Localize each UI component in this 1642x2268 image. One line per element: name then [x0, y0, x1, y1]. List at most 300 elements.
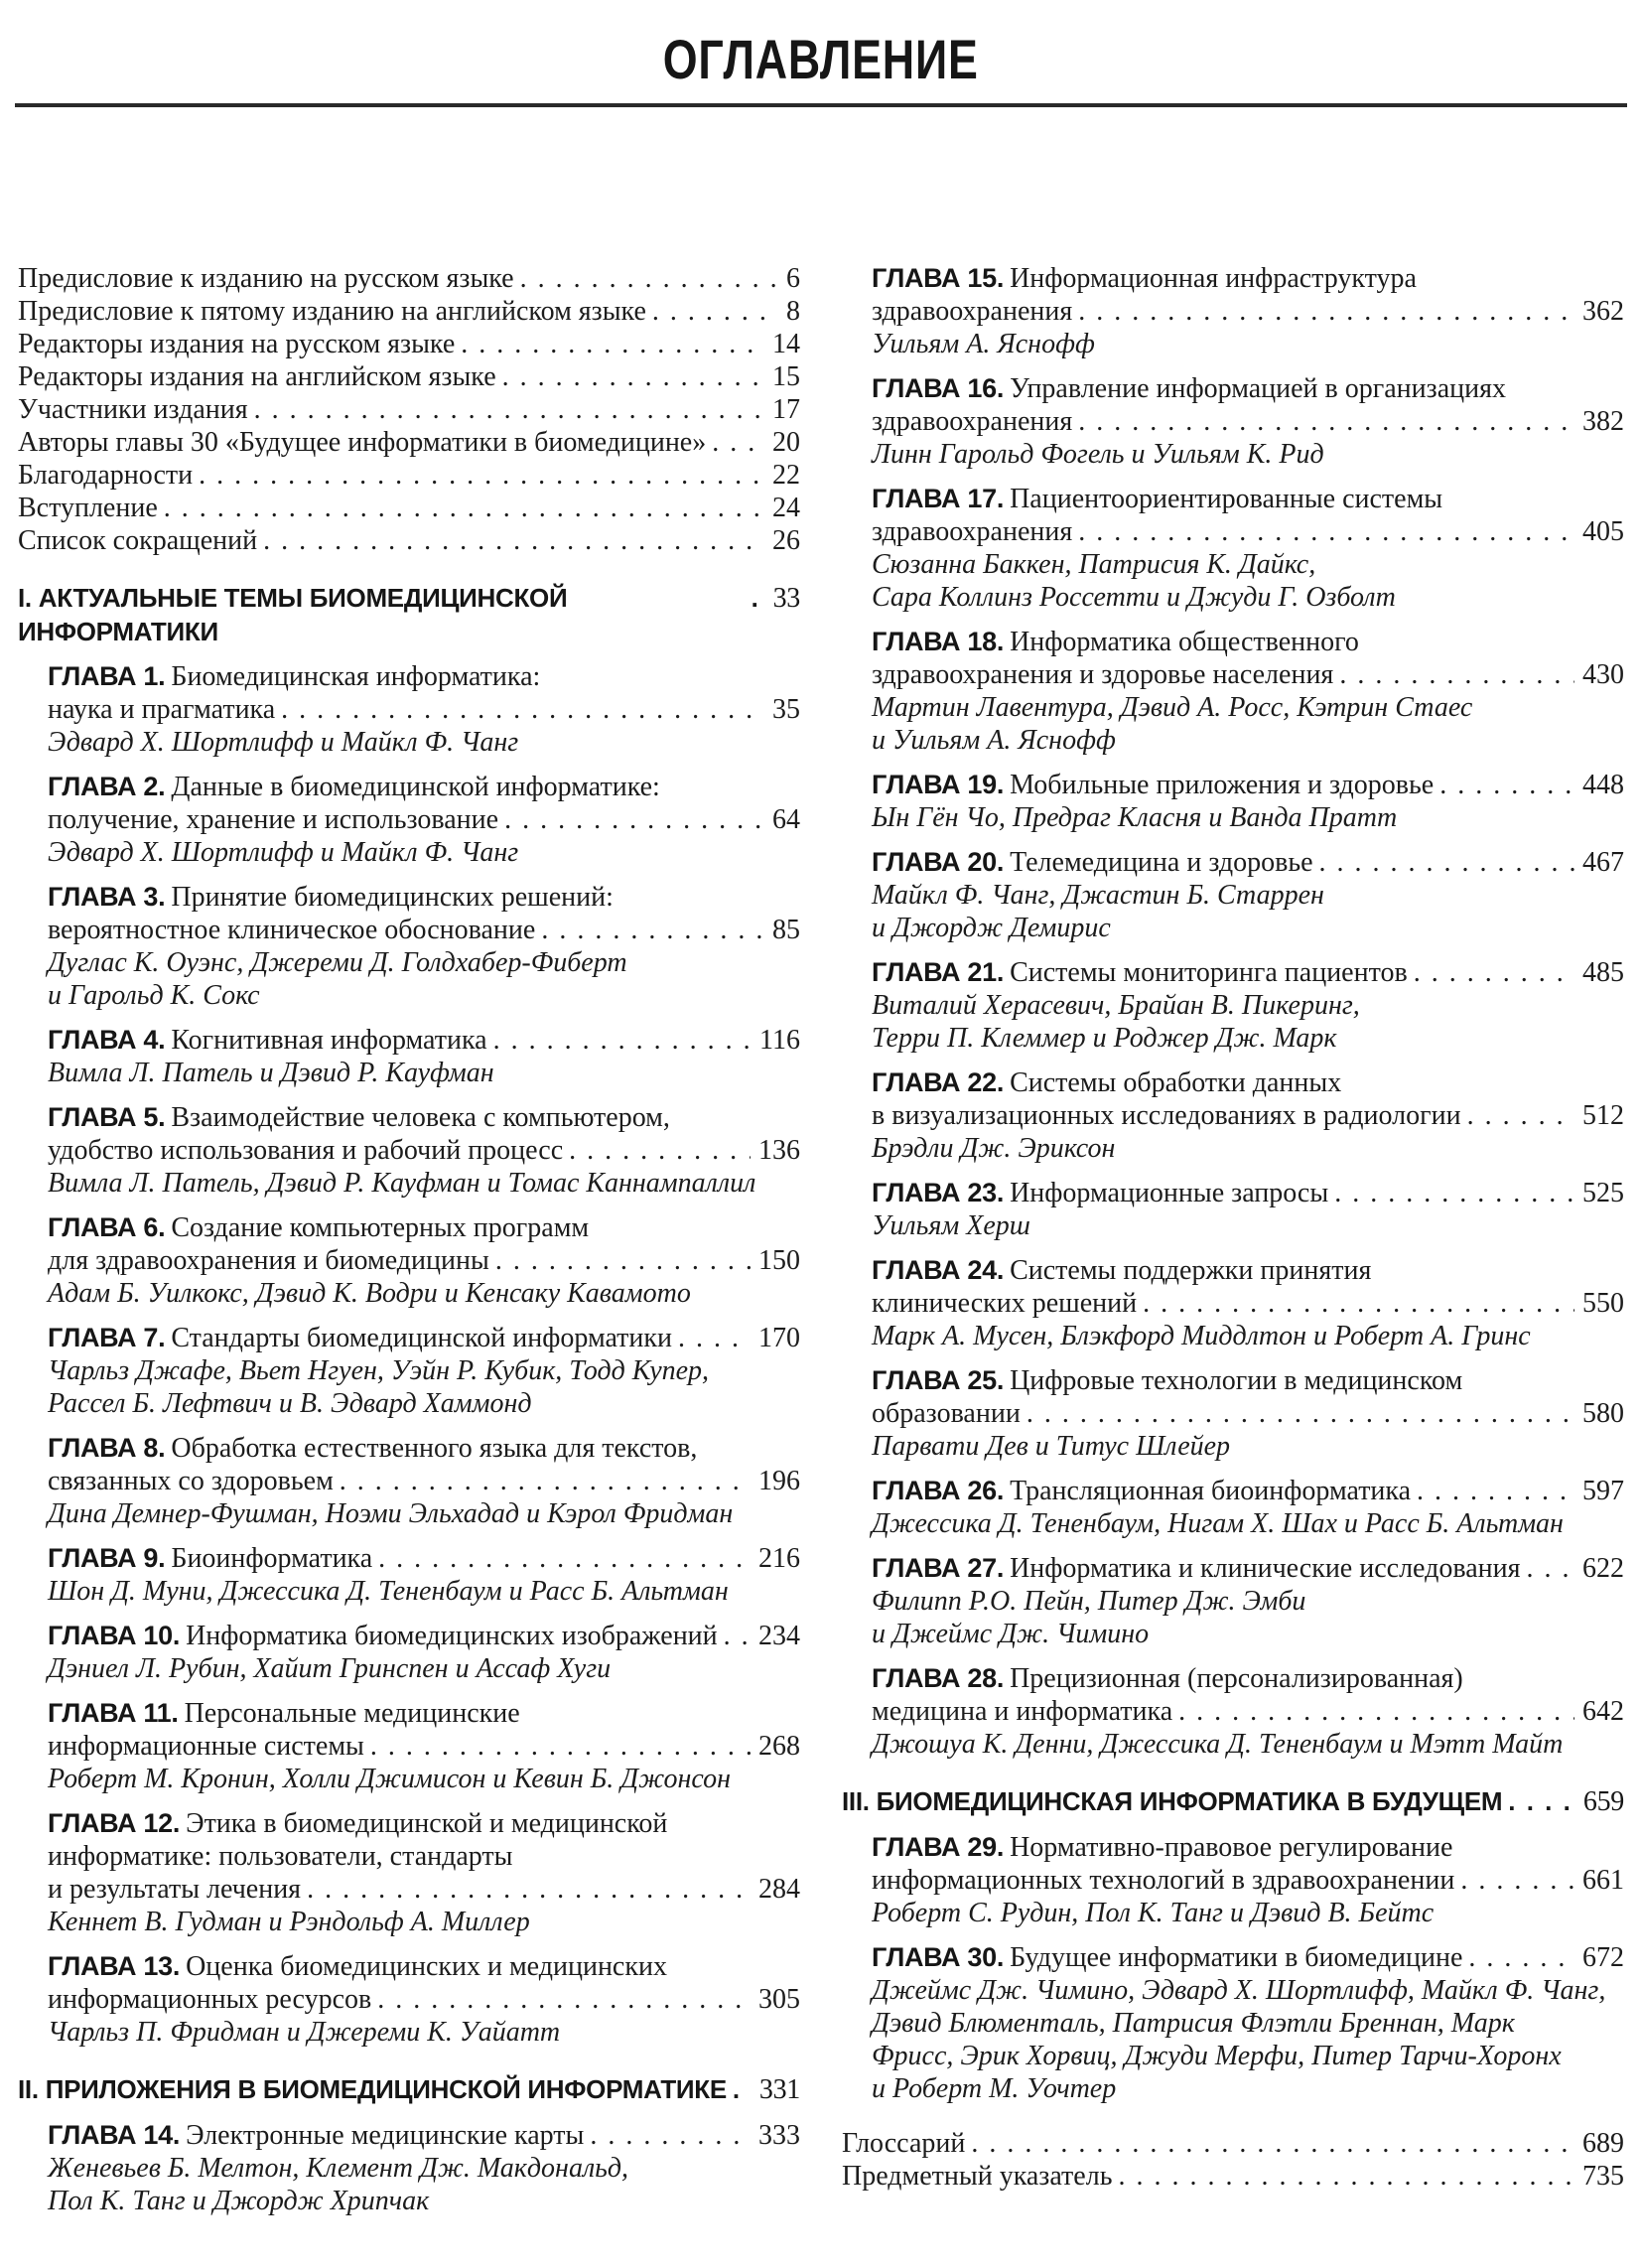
author-line: и Уильям А. Яснофф — [872, 725, 1116, 756]
chapter-entry — [18, 1101, 800, 1200]
chapter-title-text: ГЛАВА 27. Информатика и клинические исследования — [872, 1553, 1521, 1584]
page-number: 689 — [1582, 2128, 1624, 2159]
chapter-title-text: ГЛАВА 20. Телемедицина и здоровье — [872, 847, 1313, 878]
chapter-title-text: ГЛАВА 2. Данные в биомедицинской информатике: — [48, 772, 660, 802]
author-line: Дуглас К. Оуэнс, Джереми Д. Голдхабер-Фиберт — [48, 947, 627, 978]
chapter-title-text: здравоохранения — [872, 516, 1073, 547]
item-text: Предисловие к пятому изданию на английском языке — [18, 296, 646, 327]
chapter-entry — [842, 626, 1624, 757]
chapter-entry — [18, 881, 800, 1012]
chapter-title-line — [872, 1695, 1624, 1728]
chapter-title-line — [48, 1983, 800, 2016]
author-line: Терри П. Клеммер и Роджер Дж. Марк — [872, 1023, 1337, 1054]
item-text: Список сокращений — [18, 525, 258, 556]
chapter-label: ГЛАВА 12. — [48, 1808, 181, 1838]
chapter-authors — [48, 1167, 800, 1200]
page-number: 597 — [1582, 1476, 1624, 1506]
item-text: Редакторы издания на английском языке — [18, 361, 496, 392]
author-line: Вимла Л. Патель, Дэвид Р. Кауфман и Томас Каннампаллил — [48, 1168, 756, 1199]
chapter-title-line — [872, 1662, 1624, 1695]
chapter-title-line — [48, 660, 800, 693]
chapter-title-line — [872, 1177, 1624, 1209]
author-line: Чарльз П. Фридман и Джереми К. Уайатт — [48, 2017, 561, 2048]
dot-leader — [672, 1322, 751, 1354]
dot-leader — [372, 1542, 751, 1575]
page-number: 17 — [772, 394, 800, 425]
author-line: Дина Демнер-Фушман, Ноэми Эльхадад и Кэрол Фридман — [48, 1498, 734, 1529]
chapter-title-text: здравоохранения — [872, 406, 1073, 437]
dot-leader — [584, 2119, 751, 2152]
chapter-title-text: ГЛАВА 15. Информационная инфраструктура — [872, 263, 1417, 294]
chapter-authors — [872, 1320, 1624, 1352]
dot-leader — [746, 581, 765, 615]
author-line: Линн Гарольд Фогель и Уильям К. Рид — [872, 439, 1324, 470]
chapter-label: ГЛАВА 19. — [872, 770, 1005, 799]
chapter-title-text: и результаты лечения — [48, 1874, 302, 1905]
item-text: Глоссарий — [842, 2128, 966, 2159]
dot-leader — [275, 693, 764, 726]
toc-item — [18, 328, 800, 360]
item-text: Предисловие к изданию на русском языке — [18, 263, 514, 294]
chapter-entry — [842, 372, 1624, 471]
item-text: Вступление — [18, 493, 158, 523]
author-line: Чарльз Джафе, Вьет Нгуен, Уэйн Р. Кубик, Тодд Купер, — [48, 1355, 710, 1386]
toc-item — [842, 2127, 1624, 2160]
page-number: 305 — [758, 1984, 800, 2015]
chapter-title-text: в визуализационных исследованиях в радиологии — [872, 1100, 1461, 1131]
chapter-title-text: ГЛАВА 30. Будущее информатики в биомедицине — [872, 1942, 1463, 1973]
chapter-title-line — [872, 483, 1624, 515]
dot-leader — [1021, 1397, 1574, 1430]
chapter-authors — [872, 328, 1624, 360]
page-number: 448 — [1582, 770, 1624, 800]
chapter-entry — [18, 1211, 800, 1310]
page-number: 642 — [1582, 1696, 1624, 1727]
page-number: 14 — [772, 329, 800, 359]
item-text: Предметный указатель — [842, 2161, 1113, 2192]
dot-leader — [535, 914, 764, 946]
toc-item — [18, 262, 800, 295]
chapter-title-line — [48, 881, 800, 914]
dot-leader — [1112, 2160, 1574, 2193]
dot-leader — [1520, 1552, 1574, 1585]
dot-leader — [487, 1024, 752, 1057]
author-line: Филипп Р.О. Пейн, Питер Дж. Эмби — [872, 1586, 1306, 1617]
chapter-entry — [842, 1254, 1624, 1352]
dot-leader — [1313, 846, 1574, 879]
chapter-authors — [872, 1132, 1624, 1165]
dot-leader — [1434, 769, 1574, 801]
chapter-title-line — [48, 1101, 800, 1134]
chapter-label: ГЛАВА 7. — [48, 1323, 166, 1352]
chapter-title-text: здравоохранения и здоровье населения — [872, 659, 1334, 690]
dot-leader — [334, 1465, 751, 1497]
dot-leader — [498, 803, 764, 836]
chapter-authors — [872, 879, 1624, 944]
chapter-label: ГЛАВА 29. — [872, 1832, 1005, 1862]
chapter-title-text: ГЛАВА 3. Принятие биомедицинских решений: — [48, 882, 614, 913]
chapter-title-text: образовании — [872, 1398, 1021, 1429]
author-line: Виталий Херасевич, Брайан В. Пикеринг, — [872, 990, 1360, 1021]
chapter-title-line — [872, 295, 1624, 328]
author-line: Роберт М. Кронин, Холли Джимисон и Кевин Б. Джонсон — [48, 1764, 731, 1794]
page-number: 525 — [1582, 1178, 1624, 1208]
chapter-authors — [48, 1652, 800, 1685]
toc-item — [18, 360, 800, 393]
page-number: 430 — [1582, 659, 1624, 690]
chapter-title-text: ГЛАВА 4. Когнитивная информатика — [48, 1025, 487, 1056]
author-line: Роберт С. Рудин, Пол К. Танг и Дэвид В. Бейтс — [872, 1898, 1435, 1928]
chapter-authors — [872, 1209, 1624, 1242]
chapter-authors — [48, 1575, 800, 1608]
chapter-title-line — [872, 769, 1624, 801]
chapter-title-line — [48, 1730, 800, 1763]
author-line: Уильям Херш — [872, 1210, 1030, 1241]
chapter-entry — [842, 1177, 1624, 1242]
chapter-entry — [842, 1066, 1624, 1165]
chapter-entry — [842, 956, 1624, 1055]
chapter-title-text: ГЛАВА 29. Нормативно-правовое регулирование — [872, 1832, 1453, 1863]
chapter-authors — [48, 1354, 800, 1420]
page-number: 580 — [1582, 1398, 1624, 1429]
chapter-entry — [842, 1941, 1624, 2105]
chapter-title-line — [48, 1244, 800, 1277]
page-number: 33 — [772, 583, 800, 614]
chapter-authors — [48, 1497, 800, 1530]
chapter-authors — [872, 1897, 1624, 1929]
author-line: Пол К. Танг и Джордж Хрипчак — [48, 2186, 430, 2216]
chapter-entry — [18, 1697, 800, 1795]
author-line: и Гарольд К. Сокс — [48, 980, 260, 1011]
chapter-title-text: ГЛАВА 24. Системы поддержки принятия — [872, 1255, 1372, 1286]
page-number: 661 — [1582, 1865, 1624, 1896]
chapter-label: ГЛАВА 25. — [872, 1365, 1005, 1395]
chapter-title-line — [872, 1475, 1624, 1507]
chapter-title-line — [872, 1397, 1624, 1430]
chapter-authors — [872, 989, 1624, 1055]
chapter-title-text: ГЛАВА 28. Прецизионная (персонализированная) — [872, 1663, 1463, 1694]
chapter-label: ГЛАВА 17. — [872, 484, 1005, 513]
page-number: 136 — [758, 1135, 800, 1166]
chapter-title-line — [48, 1432, 800, 1465]
chapter-title-text: ГЛАВА 6. Создание компьютерных программ — [48, 1212, 590, 1243]
dot-leader — [1072, 405, 1574, 438]
item-text: Редакторы издания на русском языке — [18, 329, 456, 359]
chapter-title-line — [872, 1831, 1624, 1864]
author-line: Вимла Л. Патель и Дэвид Р. Кауфман — [48, 1058, 494, 1088]
dot-leader — [364, 1730, 751, 1763]
chapter-title-text: ГЛАВА 5. Взаимодействие человека с компьютером, — [48, 1102, 670, 1133]
chapter-label: ГЛАВА 14. — [48, 2120, 181, 2150]
title-wrap — [0, 0, 1642, 90]
chapter-title-text: наука и прагматика — [48, 694, 276, 725]
chapter-title-line — [48, 1840, 800, 1873]
chapter-label: ГЛАВА 16. — [872, 373, 1005, 403]
chapter-title-line — [48, 1807, 800, 1840]
chapter-title-line — [872, 1941, 1624, 1974]
dot-leader — [1502, 1784, 1575, 1818]
chapter-title-line — [872, 1552, 1624, 1585]
chapter-title-text: связанных со здоровьем — [48, 1466, 334, 1496]
author-line: и Джеймс Дж. Чимино — [872, 1619, 1150, 1649]
chapter-authors — [872, 691, 1624, 757]
chapter-title-line — [48, 1542, 800, 1575]
toc-column-left — [18, 262, 800, 2217]
page-number: 196 — [758, 1466, 800, 1496]
page-number: 284 — [758, 1874, 800, 1905]
chapter-authors — [48, 1906, 800, 1938]
chapter-title-text: ГЛАВА 16. Управление информацией в организациях — [872, 373, 1506, 404]
dot-leader — [257, 524, 764, 557]
dot-leader — [496, 360, 764, 393]
author-line: Парвати Дев и Титус Шлейер — [872, 1431, 1231, 1462]
page-number: 382 — [1582, 406, 1624, 437]
author-line: Шон Д. Муни, Джессика Д. Тененбаум и Расс Б. Альтман — [48, 1576, 729, 1607]
chapter-title-text: вероятностное клиническое обоснование — [48, 915, 536, 945]
chapter-title-line — [48, 1211, 800, 1244]
page-number: 622 — [1582, 1553, 1624, 1584]
dot-leader — [248, 393, 764, 426]
chapter-entry — [18, 1950, 800, 2049]
dot-leader — [727, 2072, 752, 2106]
dot-leader — [646, 295, 778, 328]
chapter-authors — [872, 1430, 1624, 1463]
chapter-title-text: для здравоохранения и биомедицины — [48, 1245, 489, 1276]
chapter-authors — [48, 1277, 800, 1310]
chapter-title-text: ГЛАВА 1. Биомедицинская информатика: — [48, 661, 541, 692]
page-number: 35 — [772, 694, 800, 725]
chapter-label: ГЛАВА 6. — [48, 1212, 166, 1242]
page-title: ОГЛАВЛЕНИЕ — [663, 28, 979, 90]
chapter-entry — [18, 1542, 800, 1608]
chapter-label: ГЛАВА 1. — [48, 661, 166, 691]
dot-leader — [371, 1983, 751, 2016]
author-line: Женевьев Б. Мелтон, Клемент Дж. Макдональд, — [48, 2153, 629, 2184]
chapter-title-line — [48, 803, 800, 836]
author-line: Ын Гён Чо, Предраг Класня и Ванда Пратт — [872, 802, 1398, 833]
page-number: 6 — [786, 263, 800, 294]
author-line: Сара Коллинз Россетти и Джуди Г. Озболт — [872, 582, 1396, 613]
chapter-label: ГЛАВА 3. — [48, 882, 166, 912]
chapter-authors — [872, 801, 1624, 834]
chapter-label: ГЛАВА 22. — [872, 1067, 1005, 1097]
chapter-authors — [872, 1728, 1624, 1761]
chapter-title-line — [872, 956, 1624, 989]
page-number: 15 — [772, 361, 800, 392]
chapter-label: ГЛАВА 27. — [872, 1553, 1005, 1583]
chapter-title-text: удобство использования и рабочий процесс — [48, 1135, 564, 1166]
chapter-title-text: ГЛАВА 7. Стандарты биомедицинской информатики — [48, 1323, 672, 1353]
chapter-title-line — [48, 1873, 800, 1906]
chapter-label: ГЛАВА 4. — [48, 1025, 166, 1055]
author-line: Кеннет В. Гудман и Рэндольф А. Миллер — [48, 1907, 530, 1937]
author-line: Фрисс, Эрик Хорвиц, Джуди Мерфи, Питер Тарчи-Хоронх — [872, 2041, 1562, 2071]
chapter-title-line — [48, 2119, 800, 2152]
author-line: и Роберт М. Уочтер — [872, 2073, 1117, 2104]
chapter-title-text: ГЛАВА 23. Информационные запросы — [872, 1178, 1329, 1208]
chapter-entry — [842, 1831, 1624, 1929]
section-title: II. ПРИЛОЖЕНИЯ В БИОМЕДИЦИНСКОЙ ИНФОРМАТИКЕ — [18, 2074, 727, 2104]
chapter-authors — [872, 1974, 1624, 2105]
author-line: Марк А. Мусен, Блэкфорд Миддлтон и Роберт А. Гринс — [872, 1321, 1531, 1351]
page-number: 64 — [772, 804, 800, 835]
page-number: 150 — [758, 1245, 800, 1276]
author-line: Сюзанна Баккен, Патрисия К. Дайкс, — [872, 549, 1316, 580]
dot-leader — [965, 2127, 1574, 2160]
chapter-entry — [842, 1475, 1624, 1540]
author-line: Джошуа К. Денни, Джессика Д. Тененбаум и Мэтт Майт — [872, 1729, 1564, 1760]
chapter-title-text: ГЛАВА 11. Персональные медицинские — [48, 1698, 520, 1729]
chapter-title-line — [872, 1099, 1624, 1132]
chapter-entry — [842, 1552, 1624, 1650]
chapter-title-text: медицина и информатика — [872, 1696, 1173, 1727]
page-number: 24 — [772, 493, 800, 523]
chapter-entry — [842, 262, 1624, 360]
section-title: I. АКТУАЛЬНЫЕ ТЕМЫ БИОМЕДИЦИНСКОЙ ИНФОРМАТИКИ — [18, 583, 568, 646]
chapter-label: ГЛАВА 30. — [872, 1942, 1005, 1972]
item-text: Участники издания — [18, 394, 248, 425]
page-number: 512 — [1582, 1100, 1624, 1131]
chapter-entry — [842, 1662, 1624, 1761]
chapter-label: ГЛАВА 20. — [872, 847, 1005, 877]
chapter-title-line — [48, 1697, 800, 1730]
chapter-title-line — [48, 1322, 800, 1354]
author-line: Джеймс Дж. Чимино, Эдвард Х. Шортлифф, Майкл Ф. Чанг, — [872, 1975, 1606, 2006]
toc-item — [18, 459, 800, 492]
author-line: Эдвард Х. Шортлифф и Майкл Ф. Чанг — [48, 727, 519, 758]
chapter-label: ГЛАВА 18. — [872, 627, 1005, 656]
chapter-authors — [48, 2152, 800, 2217]
dot-leader — [193, 459, 764, 492]
chapter-title-line — [872, 372, 1624, 405]
dot-leader — [1137, 1287, 1574, 1320]
section-heading — [18, 2072, 800, 2107]
toc-item — [18, 393, 800, 426]
chapter-title-text: ГЛАВА 26. Трансляционная биоинформатика — [872, 1476, 1412, 1506]
author-line: Эдвард Х. Шортлифф и Майкл Ф. Чанг — [48, 837, 519, 868]
dot-leader — [1411, 1475, 1574, 1507]
author-line: и Джордж Демирис — [872, 913, 1111, 943]
chapter-label: ГЛАВА 24. — [872, 1255, 1005, 1285]
chapter-title-text: ГЛАВА 22. Системы обработки данных — [872, 1067, 1342, 1098]
page-number: 735 — [1582, 2161, 1624, 2192]
page-number: 22 — [772, 460, 800, 491]
page-number: 8 — [786, 296, 800, 327]
chapter-authors — [48, 1763, 800, 1795]
chapter-entry — [842, 846, 1624, 944]
chapter-title-text: ГЛАВА 9. Биоинформатика — [48, 1543, 373, 1574]
chapter-entry — [18, 771, 800, 869]
chapter-title-text: ГЛАВА 14. Электронные медицинские карты — [48, 2120, 585, 2151]
page-number: 268 — [758, 1731, 800, 1762]
chapter-authors — [48, 836, 800, 869]
chapter-authors — [48, 726, 800, 759]
chapter-entry — [18, 2119, 800, 2217]
chapter-label: ГЛАВА 28. — [872, 1663, 1005, 1693]
chapter-label: ГЛАВА 15. — [872, 263, 1005, 293]
dot-leader — [563, 1134, 751, 1167]
author-line: Адам Б. Уилкокс, Дэвид К. Водри и Кенсаку Кавамото — [48, 1278, 691, 1309]
dot-leader — [1333, 658, 1574, 691]
chapter-entry — [842, 1364, 1624, 1463]
chapter-label: ГЛАВА 9. — [48, 1543, 166, 1573]
toc-item — [18, 295, 800, 328]
chapter-title-line — [872, 626, 1624, 658]
chapter-entry — [18, 660, 800, 759]
chapter-title-text: ГЛАВА 10. Информатика биомедицинских изображений — [48, 1621, 718, 1651]
chapter-title-text: клинических решений — [872, 1288, 1138, 1319]
author-line: Майкл Ф. Чанг, Джастин Б. Старрен — [872, 880, 1324, 911]
dot-leader — [1461, 1099, 1574, 1132]
chapter-label: ГЛАВА 13. — [48, 1951, 181, 1981]
chapter-authors — [48, 2016, 800, 2049]
dot-leader — [514, 262, 778, 295]
chapter-title-line — [872, 846, 1624, 879]
author-line: Брэдли Дж. Эриксон — [872, 1133, 1116, 1164]
section-heading — [842, 1784, 1624, 1819]
chapter-label: ГЛАВА 10. — [48, 1621, 181, 1650]
chapter-title-line — [48, 1465, 800, 1497]
chapter-title-line — [872, 1864, 1624, 1897]
toc-item — [18, 524, 800, 557]
dot-leader — [1462, 1941, 1574, 1974]
chapter-entry — [842, 483, 1624, 614]
item-text: Благодарности — [18, 460, 194, 491]
dot-leader — [718, 1620, 751, 1652]
toc-item — [18, 492, 800, 524]
chapter-title-text: ГЛАВА 18. Информатика общественного — [872, 627, 1359, 657]
page-number: 170 — [758, 1323, 800, 1353]
page-number: 333 — [758, 2120, 800, 2151]
chapter-title-text: ГЛАВА 25. Цифровые технологии в медицинском — [872, 1365, 1463, 1396]
page-number: 659 — [1582, 1786, 1624, 1817]
author-line: Мартин Лавентура, Дэвид А. Росс, Кэтрин Стаес — [872, 692, 1473, 723]
chapter-title-line — [48, 693, 800, 726]
dot-leader — [1454, 1864, 1574, 1897]
dot-leader — [489, 1244, 751, 1277]
dot-leader — [706, 426, 764, 459]
chapter-title-text: получение, хранение и использование — [48, 804, 499, 835]
chapter-entry — [842, 769, 1624, 834]
dot-leader — [1328, 1177, 1574, 1209]
chapter-title-line — [48, 1134, 800, 1167]
chapter-title-line — [872, 262, 1624, 295]
chapter-authors — [48, 946, 800, 1012]
chapter-label: ГЛАВА 21. — [872, 957, 1005, 987]
chapter-entry — [18, 1432, 800, 1530]
toc-item — [18, 426, 800, 459]
chapter-title-text: ГЛАВА 13. Оценка биомедицинских и медицинских — [48, 1951, 667, 1982]
page-number: 405 — [1582, 516, 1624, 547]
chapter-title-line — [48, 914, 800, 946]
page-number: 550 — [1582, 1288, 1624, 1319]
chapter-label: ГЛАВА 2. — [48, 772, 166, 801]
chapter-label: ГЛАВА 23. — [872, 1178, 1005, 1207]
page-number: 362 — [1582, 296, 1624, 327]
chapter-authors — [872, 1507, 1624, 1540]
chapter-entry — [18, 1024, 800, 1089]
page-number: 467 — [1582, 847, 1624, 878]
chapter-title-line — [872, 658, 1624, 691]
chapter-title-text: ГЛАВА 17. Пациентоориентированные системы — [872, 484, 1443, 514]
chapter-authors — [872, 438, 1624, 471]
item-text: Авторы главы 30 «Будущее информатики в биомедицине» — [18, 427, 707, 458]
page-number: 331 — [758, 2074, 800, 2105]
chapter-title-line — [872, 1287, 1624, 1320]
chapter-title-line — [48, 1620, 800, 1652]
author-line: Уильям А. Яснофф — [872, 329, 1095, 359]
chapter-authors — [872, 1585, 1624, 1650]
